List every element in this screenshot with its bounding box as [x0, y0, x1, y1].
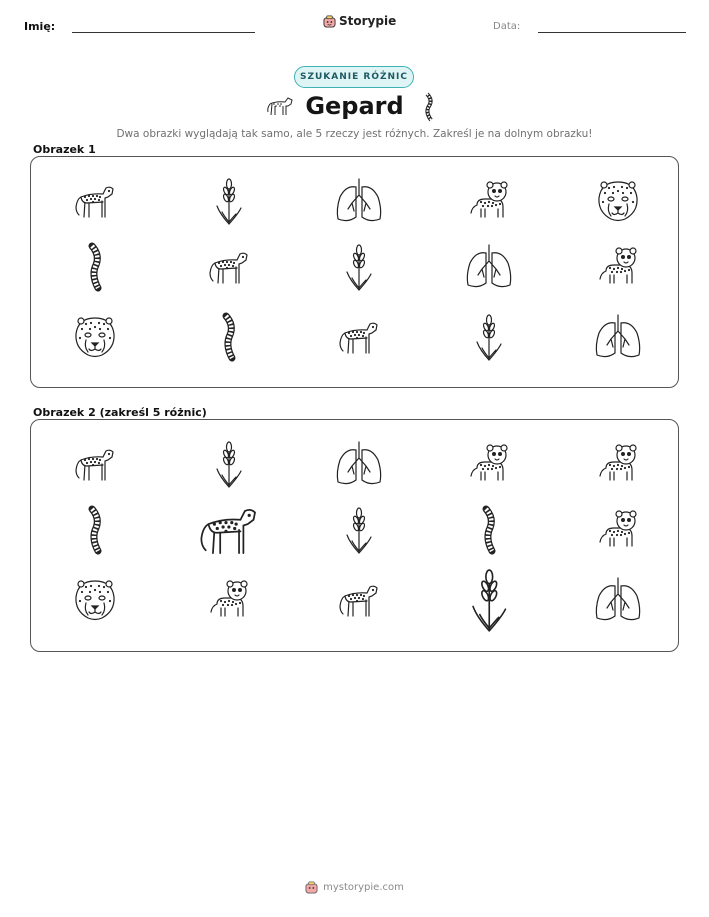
- storypie-logo-icon: [323, 15, 336, 28]
- picture2-spine-icon[interactable]: [459, 500, 519, 560]
- picture2-wheat-icon[interactable]: [329, 500, 389, 560]
- picture1-spine-icon: [199, 307, 259, 367]
- activity-badge: SZUKANIE RÓŻNIC: [294, 66, 414, 88]
- date-line[interactable]: [538, 32, 686, 33]
- picture1-panel: [30, 156, 679, 388]
- picture2-wheat-icon[interactable]: [199, 434, 259, 494]
- picture1-cheetah-standing-icon: [329, 307, 389, 367]
- name-line[interactable]: [72, 32, 255, 33]
- picture2-lungs-icon[interactable]: [588, 570, 648, 630]
- picture1-wheat-icon: [459, 307, 519, 367]
- brand-name: Storypie: [339, 14, 397, 28]
- picture1-cheetah-face-icon: [588, 171, 648, 231]
- instructions: Dwa obrazki wyglądają tak samo, ale 5 rzeczy jest różnych. Zakreśl je na dolnym obrazku!: [116, 128, 593, 140]
- footer-site: mystorypie.com: [323, 882, 404, 893]
- picture1-lungs-icon: [329, 171, 389, 231]
- picture2-cheetah-cub-icon[interactable]: [199, 570, 259, 630]
- picture2-cheetah-standing-icon[interactable]: [329, 570, 389, 630]
- picture2-cheetah-cub-icon[interactable]: [588, 500, 648, 560]
- picture2-lungs-icon[interactable]: [329, 434, 389, 494]
- picture2-panel[interactable]: [30, 419, 679, 652]
- picture1-cheetah-cub-icon: [459, 171, 519, 231]
- picture1-wheat-icon: [199, 171, 259, 231]
- picture2-spine-icon[interactable]: [65, 500, 125, 560]
- picture2-cheetah-face-icon[interactable]: [65, 570, 125, 630]
- date-label: Data:: [493, 21, 521, 32]
- picture2-cheetah-standing-large-icon[interactable]: [199, 500, 259, 560]
- picture1-cheetah-cub-icon: [588, 237, 648, 297]
- picture2-cheetah-cub-icon[interactable]: [588, 434, 648, 494]
- picture1-spine-icon: [65, 237, 125, 297]
- spine-decoration-icon: [422, 92, 436, 122]
- picture2-cheetah-cub-icon[interactable]: [459, 434, 519, 494]
- brand-logo: [323, 14, 396, 28]
- picture1-lungs-icon: [459, 237, 519, 297]
- picture1-wheat-icon: [329, 237, 389, 297]
- picture1-cheetah-standing-icon: [199, 237, 259, 297]
- picture2-cheetah-standing-icon[interactable]: [65, 434, 125, 494]
- picture1-cheetah-face-icon: [65, 307, 125, 367]
- picture1-label: Obrazek 1: [33, 143, 96, 156]
- page-title: Gepard: [305, 92, 404, 120]
- picture1-cheetah-standing-icon: [65, 171, 125, 231]
- picture2-label: Obrazek 2 (zakreśl 5 różnic): [33, 406, 207, 419]
- picture1-lungs-icon: [588, 307, 648, 367]
- name-label: Imię:: [24, 20, 56, 33]
- picture2-wheat-large-icon[interactable]: [459, 570, 519, 630]
- storypie-footer-icon: [305, 881, 318, 894]
- footer: [0, 881, 709, 894]
